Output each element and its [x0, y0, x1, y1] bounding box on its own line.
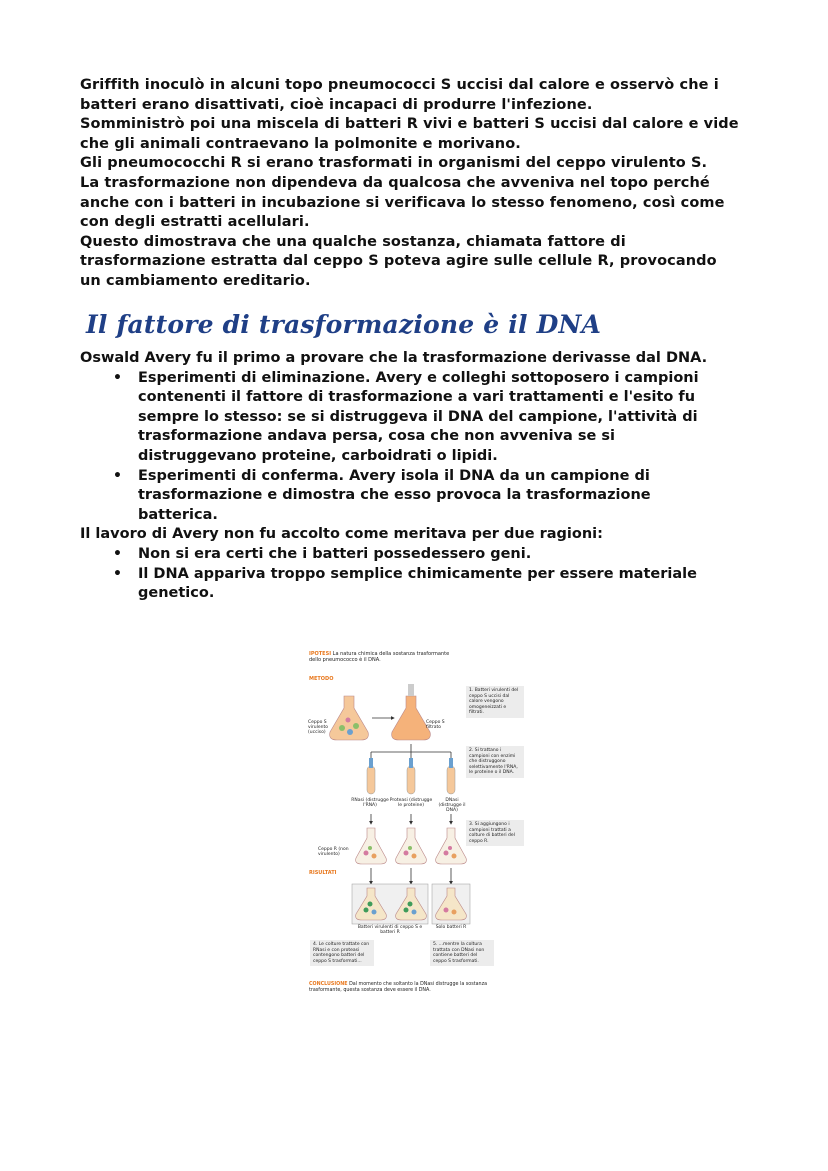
strain-s-label: Ceppo S virulento (ucciso): [308, 720, 329, 735]
flask-results-icon: [352, 884, 470, 924]
conclusion: CONCLUSIONE Dal momento che soltanto la DNasi distrugge la sostanza trasformante, questa sostanza deve essere il DNA.: [309, 982, 488, 993]
avery-section: [80, 349, 780, 604]
intro-line: La trasformazione non dipendeva da qualcosa che avveniva nel topo perché: [80, 174, 710, 191]
section-title: Il fattore di trasformazione è il DNA: [86, 310, 602, 339]
tube-rnase-icon: [367, 758, 375, 794]
tube-label-dnase: DNasi (distrugge il DNA): [438, 798, 466, 813]
note-step-4: 4. Le colture trattate con RNasi e con proteasi contengono batteri del ceppo S trasformati...: [310, 940, 374, 966]
flask-filtered-icon: [392, 684, 431, 740]
intro-line: trasformazione estratta dal ceppo S poteva agire sulle cellule R, provocando: [80, 253, 717, 270]
tube-label-protease: Proteasi (distrugge le proteine): [389, 798, 433, 808]
intro-paragraph: [80, 76, 750, 292]
intro-line: Griffith inoculò in alcuni topo pneumococci S uccisi dal calore e osservò che i: [80, 77, 719, 93]
intro-line: Gli pneumococchi R si erano trasformati in organismi del ceppo virulento S.: [80, 155, 708, 172]
list-item-confirmation: • Esperimenti di conferma. Avery isola il DNA da un campione di trasformazione e dimostra che esso provoca la trasformazione batterica.: [113, 467, 651, 523]
intro-line: un cambiamento ereditario.: [80, 272, 311, 289]
hypothesis: IPOTESI La natura chimica della sostanza trasformante dello pneumococco è il DNA.: [309, 651, 450, 663]
note-step-5: 5. ...mentre la coltura trattata con DNasi non contiene batteri del ceppo S trasformati.: [430, 940, 494, 966]
results-label: RISULTATI: [309, 870, 337, 876]
intro-line: anche con i batteri in incubazione si verificava lo stesso fenomeno, così come: [80, 194, 725, 211]
intro-line: con degli estratti acellulari.: [80, 214, 310, 231]
result-label-left: Batteri virulenti di ceppo S e batteri R: [357, 925, 423, 935]
list-item-reason-dna: • Il DNA appariva troppo semplice chimicamente per essere materiale genetico.: [113, 565, 697, 602]
experiments-list: [80, 369, 780, 526]
bullet-icon: •: [113, 565, 122, 582]
avery-experiment-figure: [306, 648, 532, 1000]
list-item-reason-genes: • Non si era certi che i batteri possedessero geni.: [80, 545, 780, 565]
bullet-icon: •: [113, 467, 122, 484]
reasons-list: [80, 545, 780, 604]
intro-line: batteri erano disattivati, cioè incapaci di produrre l'infezione.: [80, 96, 593, 113]
list-item-elimination: • Esperimenti di eliminazione. Avery e colleghi sottoposero i campioni contenenti il fattore di trasformazione a vari trattamenti e l'esito fu sempre lo stesso: se si distruggeva il DNA del campione, l'attività di trasformazione andava persa, cosa che non avveniva se si distruggevano proteine, carboidrati o lipidi.: [113, 369, 699, 464]
method-label: METODO: [309, 676, 334, 682]
tube-label-rnase: RNasi (distrugge l'RNA): [351, 798, 389, 808]
flask-r-strain-icon: [356, 828, 467, 864]
strain-s-filtered-label: Ceppo S filtrato: [426, 720, 445, 730]
intro-line: Somministrò poi una miscela di batteri R vivi e batteri S uccisi dal calore e vide: [80, 116, 739, 133]
bullet-icon: •: [113, 545, 122, 562]
tube-dnase-icon: [447, 758, 455, 794]
note-step-2: 2. Si trattano i campioni con enzimi che distruggono selettivamente l'RNA, le proteine o il DNA.: [466, 746, 524, 778]
avery-intro: Oswald Avery fu il primo a provare che la trasformazione derivasse dal DNA.: [80, 350, 708, 366]
reasons-intro: Il lavoro di Avery non fu accolto come meritava per due ragioni:: [80, 526, 603, 543]
tube-protease-icon: [407, 758, 415, 794]
bullet-icon: •: [113, 369, 122, 386]
intro-line: Questo dimostrava che una qualche sostanza, chiamata fattore di: [80, 233, 626, 250]
flask-s-strain-icon: [330, 696, 369, 740]
strain-r-label: Ceppo R (non virulento): [318, 847, 349, 857]
note-step-3: 3. Si aggiungono i campioni trattati a colture di batteri del ceppo R.: [466, 820, 524, 846]
note-step-1: 1. Batteri virulenti del ceppo S uccisi dal calore vengono omogeneizzati e filtrati.: [466, 686, 524, 718]
result-label-right: Solo batteri R: [435, 925, 467, 930]
intro-line: che gli animali contraevano la polmonite e morivano.: [80, 135, 521, 152]
